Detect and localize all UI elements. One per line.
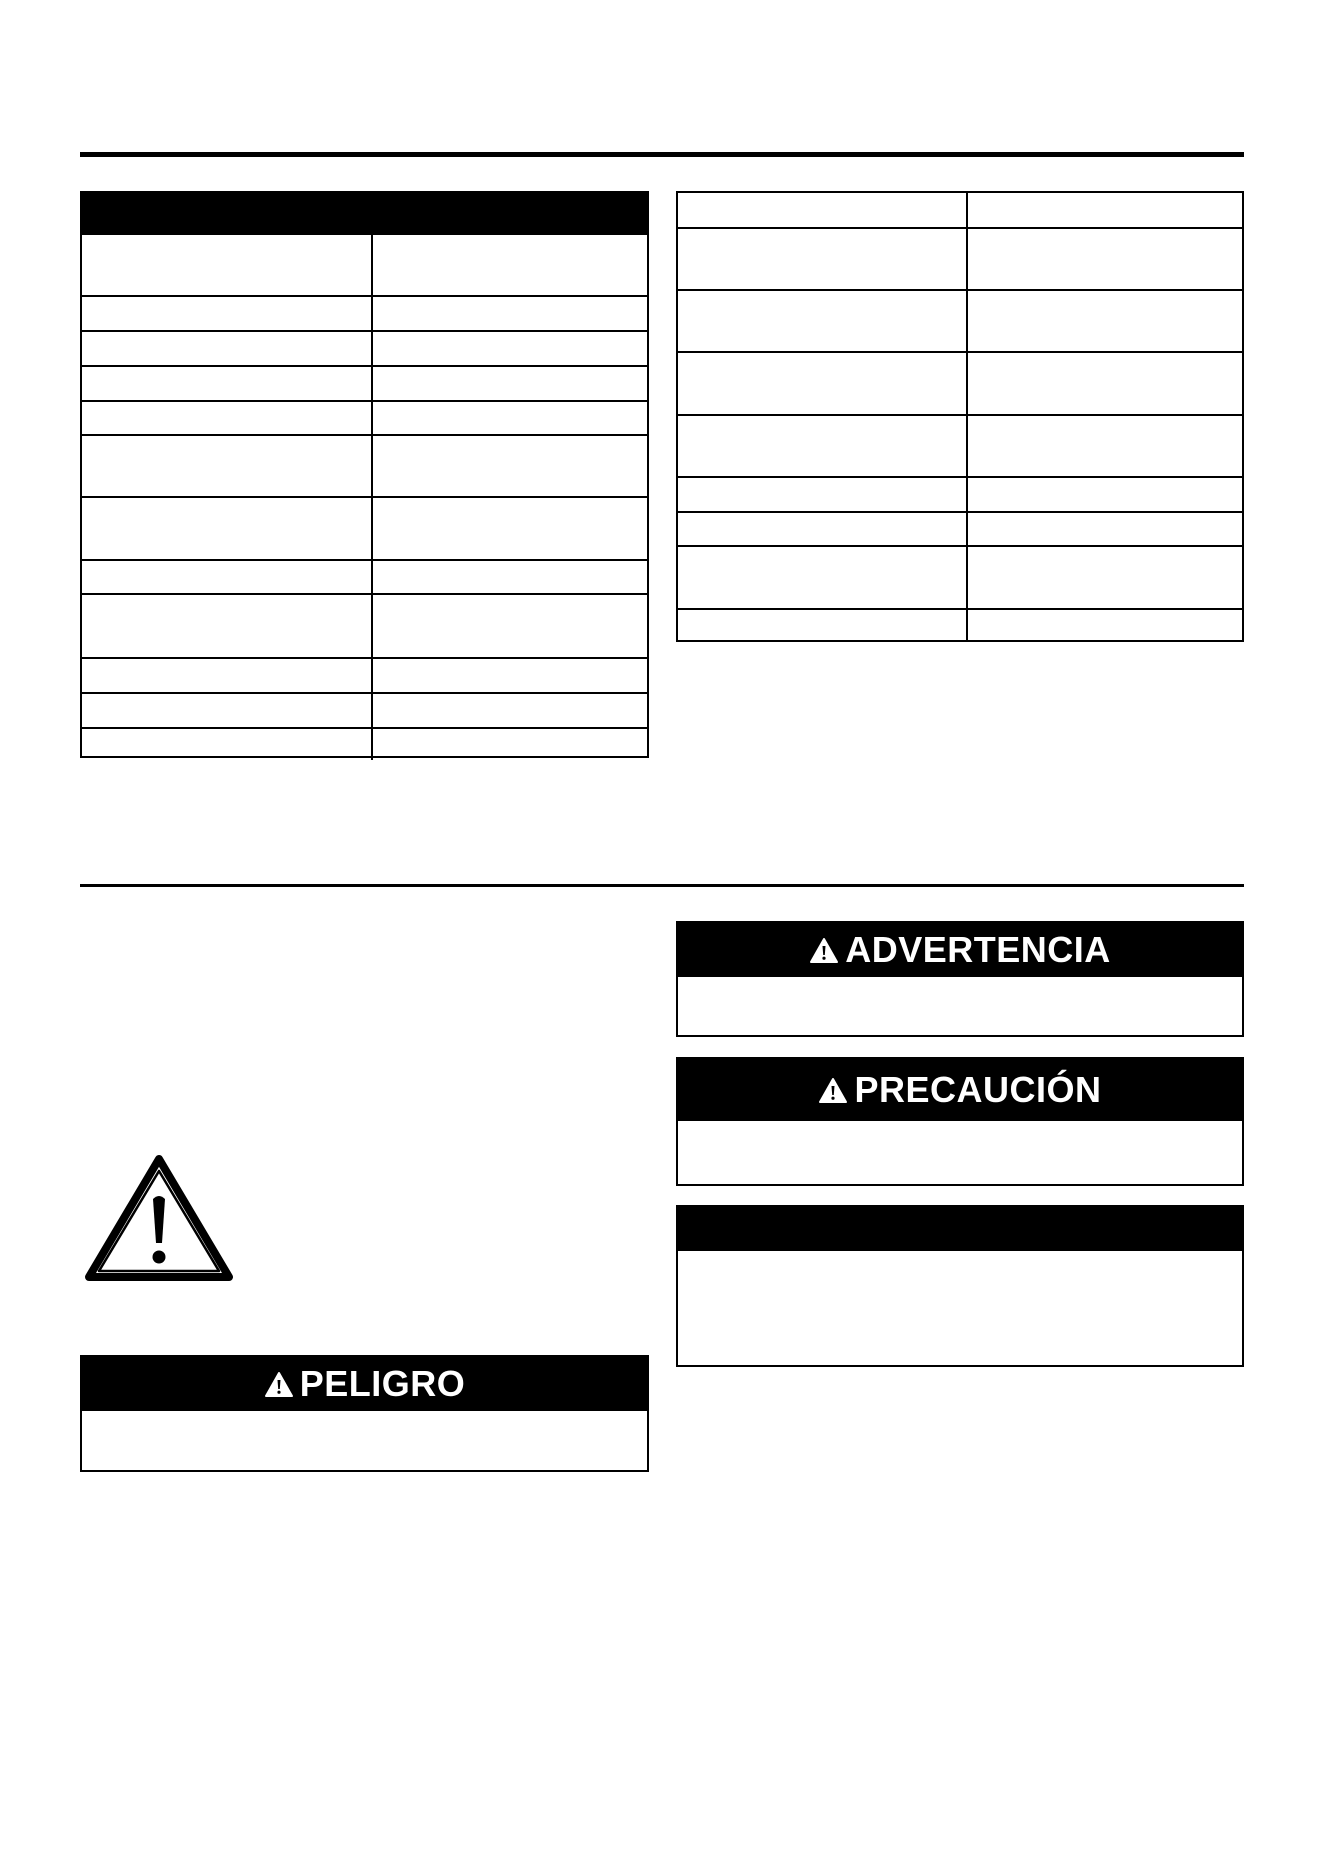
warning-triangle-icon [264,1371,294,1398]
warning-triangle-icon [818,1077,848,1104]
table-row [678,193,1242,227]
table-row [82,496,647,559]
top-rule [80,152,1244,157]
table-row [82,400,647,434]
peligro-title: PELIGRO [299,1363,466,1404]
aviso-label [676,1205,1244,1367]
section-rule [80,884,1244,887]
table-row [678,545,1242,608]
advertencia-title: ADVERTENCIA [845,929,1111,970]
advertencia-header [678,923,1242,977]
table-row [678,227,1242,289]
precaucion-label [676,1057,1244,1186]
table-header-row [82,193,647,233]
table-row [82,434,647,496]
table-row [82,233,647,295]
table-row [678,608,1242,640]
table-row [82,657,647,692]
spec-table-left [80,191,649,758]
table-row [82,365,647,400]
peligro-header [82,1357,647,1411]
table-row [82,727,647,760]
aviso-header [678,1207,1242,1251]
table-row [82,295,647,330]
table-row [678,289,1242,351]
table-row [678,414,1242,476]
table-row [82,593,647,657]
advertencia-label [676,921,1244,1037]
table-row [82,330,647,365]
table-row [678,351,1242,414]
precaucion-header [678,1059,1242,1121]
spec-table-right [676,191,1244,642]
table-row [678,511,1242,545]
table-row [82,559,647,593]
table-row [678,476,1242,511]
precaucion-title: PRECAUCIÓN [854,1069,1102,1110]
safety-alert-symbol-icon [83,1153,235,1285]
peligro-label [80,1355,649,1472]
table-row [82,692,647,727]
warning-triangle-icon [809,937,839,964]
